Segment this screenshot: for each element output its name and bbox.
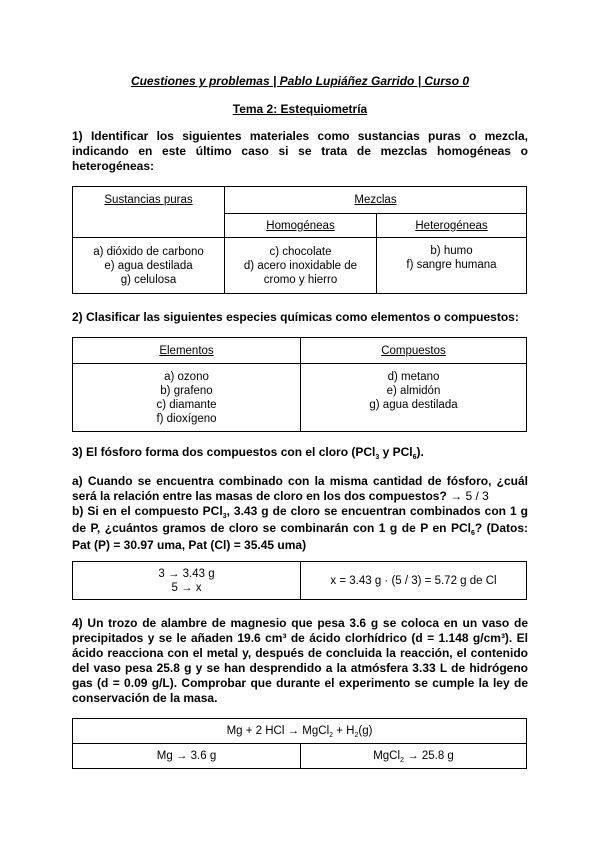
cell-proportion: 3 → 3.43 g 5 → x [73, 562, 301, 600]
classification-table-1 [72, 186, 527, 294]
question-3a-answer: → 5 / 3 [450, 489, 489, 503]
header-homogeneas: Homogéneas [225, 214, 377, 238]
cell-puras: a) dióxido de carbono e) agua destilada g) celulosa [73, 238, 225, 294]
document-header: Cuestiones y problemas | Pablo Lupiáñez Garrido | Curso 0 [130, 74, 470, 88]
question-2-text: 2) Clasificar las siguientes especies químicas como elementos o compuestos: [72, 310, 519, 324]
cell-mgcl2-mass: MgCl$_2$ → 25.8 g [301, 744, 527, 769]
header-heterogeneas: Heterogéneas [377, 214, 527, 238]
calculation-table [72, 561, 527, 600]
cell-elementos: a) ozono b) grafeno c) diamante f) dioxígeno [73, 364, 301, 432]
question-2 [72, 310, 528, 325]
question-3b-text: b) Si en el compuesto PCl$_3$, 3.43 g de cloro se encuentran combinados con 1 g de P, ¿cuántos gramos de cloro se combinarán con 1 g de P en PCl$_6$? (Datos: Pat (P) = 30.97 uma, Pat (Cl) = 35.45 uma) [72, 504, 528, 552]
cell-result: x = 3.43 g · (5 / 3) = 5.72 g de Cl [301, 562, 527, 600]
header-compuestos: Compuestos [301, 338, 527, 364]
reaction-table [72, 718, 527, 769]
cell-heterogeneas: b) humo f) sangre humana [377, 238, 527, 294]
cell-compuestos: d) metano e) almidón g) agua destilada [301, 364, 527, 432]
question-1-text: 1) Identificar los siguientes materiales como sustancias puras o mezcla, indicando en este último caso si se trata de mezclas homogéneas o heterogéneas: [72, 129, 528, 173]
topic-title: Tema 2: Estequiometría [232, 102, 368, 116]
question-3 [72, 445, 528, 462]
header-sustancias-puras: Sustancias puras [73, 187, 225, 238]
question-4 [72, 616, 528, 706]
classification-table-2 [72, 337, 527, 432]
question-3a-text: a) Cuando se encuentra combinado con la misma cantidad de fósforo, ¿cuál será la relación entre las masas de cloro en los dos compuestos? → 5 / 3 [72, 474, 528, 503]
question-3-ab [72, 474, 528, 553]
cell-mg-mass: Mg → 3.6 g [73, 744, 301, 769]
cell-homogeneas: c) chocolate d) acero inoxidable de cromo y hierro [225, 238, 377, 294]
header-mezclas: Mezclas [225, 187, 527, 214]
question-3-text: 3) El fósforo forma dos compuestos con el cloro (PCl$_3$ y PCl$_6$). [72, 445, 424, 461]
question-4-text: 4) Un trozo de alambre de magnesio que pesa 3.6 g se coloca en un vaso de precipitados y se le añaden 19.6 cm³ de ácido clorhídrico (d = 1.148 g/cm³). El ácido reacciona con el metal y, después de concluida la reacción, el contenido del vaso pesa 25.8 g y se han desprendido a la atmósfera 3.33 L de hidrógeno gas (d = 0.09 g/L). Comprobar que durante el experimento se cumple la ley de conservación de la masa. [72, 616, 528, 705]
question-1 [72, 129, 528, 174]
cell-equation: Mg + 2 HCl → MgCl$_2$ + $H_2(g)$ [73, 719, 527, 744]
header-elementos: Elementos [73, 338, 301, 364]
